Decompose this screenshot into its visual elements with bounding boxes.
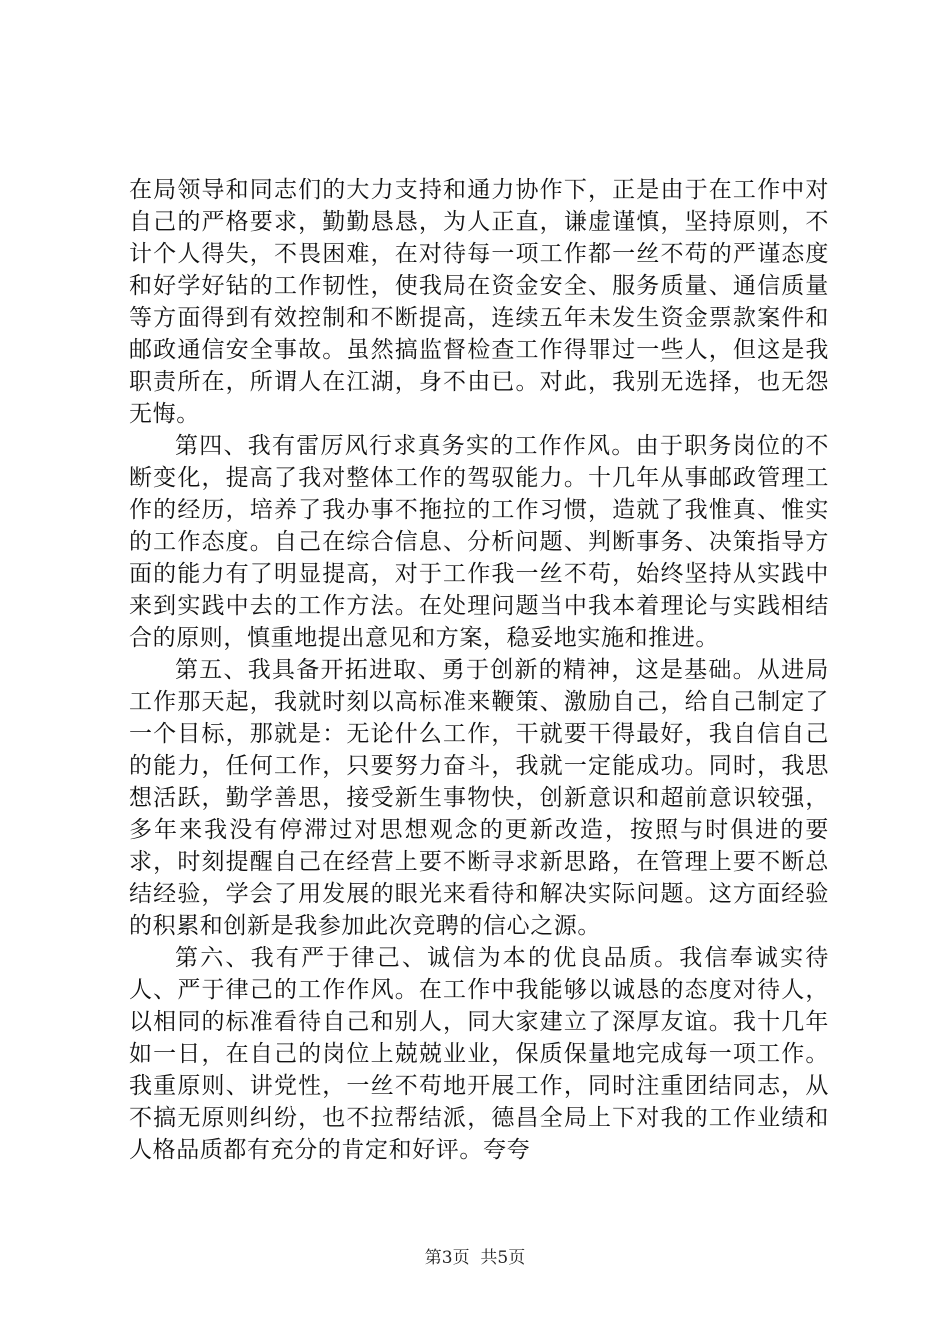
paragraph-sixth: 第六、我有严于律己、诚信为本的优良品质。我信奉诚实待人、严于律己的工作作风。在工作中我能够以诚恳的态度对待人，以相同的标准看待自己和别人，同大家建立了深厚友谊。我十几年如一日，在自己的岗位上兢兢业业，保质保量地完成每一项工作。我重原则、讲党性，一丝不苟地开展工作，同时注重团结同志，从不搞无原则纠纷，也不拉帮结派，德昌全局上下对我的工作业绩和人格品质都有充分的肯定和好评。夸夸: [129, 945, 829, 1163]
paragraph-fourth: 第四、我有雷厉风行求真务实的工作作风。由于职务岗位的不断变化，提高了我对整体工作的驾驭能力。十几年从事邮政管理工作的经历，培养了我办事不拖拉的工作习惯，造就了我惟真、惟实的工作态度。自己在综合信息、分析问题、判断事务、决策指导方面的能力有了明显提高，对于工作我一丝不苟，始终坚持从实践中来到实践中去的工作方法。在处理问题当中我本着理论与实践相结合的原则，慎重地提出意见和方案，稳妥地实施和推进。: [129, 433, 829, 651]
paragraph-continued: 在局领导和同志们的大力支持和通力协作下，正是由于在工作中对自己的严格要求，勤勤恳恳，为人正直，谦虚谨慎，坚持原则，不计个人得失，不畏困难，在对待每一项工作都一丝不苟的严谨态度和好学好钻的工作韧性，使我局在资金安全、服务质量、通信质量等方面得到有效控制和不断提高，连续五年未发生资金票款案件和邮政通信安全事故。虽然搞监督检查工作得罪过一些人，但这是我职责所在，所谓人在江湖，身不由已。对此，我别无选择，也无怨无悔。: [129, 177, 829, 427]
document-body: [129, 174, 829, 1166]
paragraph-fifth: 第五、我具备开拓进取、勇于创新的精神，这是基础。从进局工作那天起，我就时刻以高标准来鞭策、激励自己，给自己制定了一个目标，那就是：无论什么工作，干就要干得最好，我自信自己的能力，任何工作，只要努力奋斗，我就一定能成功。同时，我思想活跃，勤学善思，接受新生事物快，创新意识和超前意识较强，多年来我没有停滞过对思想观念的更新改造，按照与时俱进的要求，时刻提醒自己在经营上要不断寻求新思路，在管理上要不断总结经验，学会了用发展的眼光来看待和解决实际问题。这方面经验的积累和创新是我参加此次竞聘的信心之源。: [129, 657, 829, 939]
page-footer: 第3页 共5页: [424, 1248, 526, 1268]
